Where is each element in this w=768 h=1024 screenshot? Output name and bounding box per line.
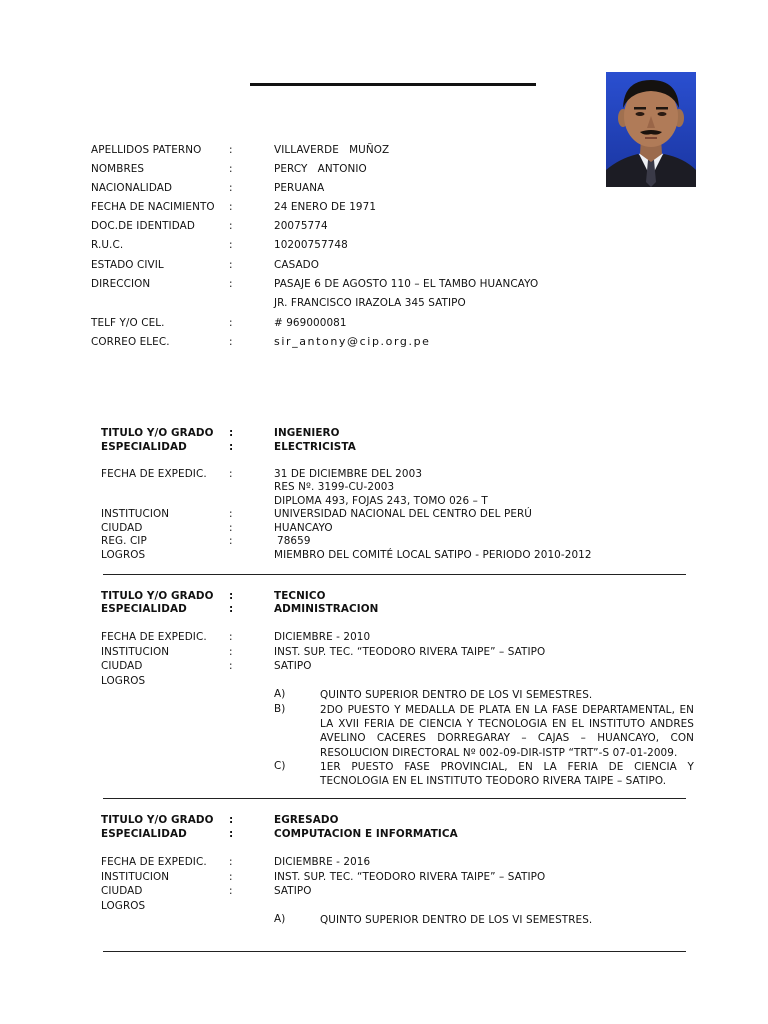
field-value: 20075774 <box>274 220 328 232</box>
colon: : <box>229 201 233 213</box>
colon: : <box>229 468 233 480</box>
colon: : <box>229 522 233 534</box>
especialidad-label: ESPECIALIDAD <box>101 603 187 615</box>
logros-label: LOGROS <box>101 549 146 561</box>
field-value: VILLAVERDE MUÑOZ <box>274 144 390 156</box>
colon: : <box>229 427 234 439</box>
colon: : <box>229 660 233 672</box>
colon: : <box>229 336 233 348</box>
ciudad-value: HUANCAYO <box>274 522 333 534</box>
colon: : <box>229 646 233 658</box>
field-label: FECHA DE NACIMIENTO <box>91 201 215 213</box>
colon: : <box>229 144 233 156</box>
colon: : <box>229 590 234 602</box>
titulo-value: EGRESADO <box>274 814 339 826</box>
titulo-value: INGENIERO <box>274 427 340 439</box>
colon: : <box>229 508 233 520</box>
colon: : <box>229 856 233 868</box>
especialidad-value: ADMINISTRACION <box>274 603 379 615</box>
field-value: PERUANA <box>274 182 325 194</box>
cip-label: REG. CIP <box>101 535 147 547</box>
titulo-value: TECNICO <box>274 590 326 602</box>
list-item-text: QUINTO SUPERIOR DENTRO DE LOS VI SEMESTRES. <box>320 689 593 701</box>
field-value: PERCY ANTONIO <box>274 163 367 175</box>
email-link[interactable]: sir_antony@cip.org.pe <box>274 335 431 348</box>
field-label: DIRECCION <box>91 278 151 290</box>
section-divider <box>103 574 686 575</box>
logros-value: MIEMBRO DEL COMITÉ LOCAL SATIPO - PERIODO 2010-2012 <box>274 549 592 561</box>
colon: : <box>229 259 233 271</box>
field-label: DOC.DE IDENTIDAD <box>91 220 195 232</box>
field-value: PASAJE 6 DE AGOSTO 110 – EL TAMBO HUANCAYO <box>274 278 539 290</box>
list-item-text: 1ER PUESTO FASE PROVINCIAL, EN LA FERIA DE CIENCIA Y TECNOLOGIA EN EL INSTITUTO TEODORO RIVERA TAIPE – SATIPO. <box>320 761 694 788</box>
list-item-text: QUINTO SUPERIOR DENTRO DE LOS VI SEMESTRES. <box>320 914 593 926</box>
field-value: 24 ENERO DE 1971 <box>274 201 377 213</box>
colon: : <box>229 278 233 290</box>
colon: : <box>229 871 233 883</box>
colon: : <box>229 163 233 175</box>
colon: : <box>229 885 233 897</box>
list-marker: A) <box>274 913 286 925</box>
colon: : <box>229 631 233 643</box>
field-label: NACIONALIDAD <box>91 182 173 194</box>
colon: : <box>229 828 234 840</box>
especialidad-value: COMPUTACION E INFORMATICA <box>274 828 458 840</box>
diploma-value: DIPLOMA 493, FOJAS 243, TOMO 026 – T <box>274 495 488 507</box>
logros-label: LOGROS <box>101 900 146 912</box>
field-label: APELLIDOS PATERNO <box>91 144 202 156</box>
ciudad-value: SATIPO <box>274 660 312 672</box>
especialidad-label: ESPECIALIDAD <box>101 441 187 453</box>
colon: : <box>229 441 234 453</box>
colon: : <box>229 220 233 232</box>
colon: : <box>229 814 234 826</box>
institucion-value: INST. SUP. TEC. “TEODORO RIVERA TAIPE” – SATIPO <box>274 646 546 658</box>
ciudad-label: CIUDAD <box>101 522 143 534</box>
institucion-label: INSTITUCION <box>101 871 170 883</box>
section-divider <box>103 798 686 799</box>
colon: : <box>229 317 233 329</box>
titulo-label: TITULO Y/O GRADO <box>101 590 214 602</box>
field-value: CASADO <box>274 259 320 271</box>
colon: : <box>229 535 233 547</box>
ciudad-value: SATIPO <box>274 885 312 897</box>
fecha-value: DICIEMBRE - 2010 <box>274 631 371 643</box>
titulo-label: TITULO Y/O GRADO <box>101 814 214 826</box>
cip-value: 78659 <box>277 535 311 547</box>
colon: : <box>229 239 233 251</box>
institucion-label: INSTITUCION <box>101 646 170 658</box>
titulo-label: TITULO Y/O GRADO <box>101 427 214 439</box>
profile-photo <box>606 72 696 187</box>
list-marker: A) <box>274 688 286 700</box>
section-divider <box>103 951 686 952</box>
field-value: JR. FRANCISCO IRAZOLA 345 SATIPO <box>274 297 466 309</box>
especialidad-value: ELECTRICISTA <box>274 441 356 453</box>
institucion-value: UNIVERSIDAD NACIONAL DEL CENTRO DEL PERÚ <box>274 508 533 520</box>
fecha-value: DICIEMBRE - 2016 <box>274 856 371 868</box>
fecha-label: FECHA DE EXPEDIC. <box>101 468 207 480</box>
field-label: CORREO ELEC. <box>91 336 170 348</box>
especialidad-label: ESPECIALIDAD <box>101 828 187 840</box>
field-label: NOMBRES <box>91 163 145 175</box>
list-marker: C) <box>274 760 286 772</box>
title-rule <box>250 83 536 86</box>
ciudad-label: CIUDAD <box>101 885 143 897</box>
field-label: ESTADO CIVIL <box>91 259 164 271</box>
institucion-label: INSTITUCION <box>101 508 170 520</box>
ciudad-label: CIUDAD <box>101 660 143 672</box>
fecha-label: FECHA DE EXPEDIC. <box>101 856 207 868</box>
field-label: R.U.C. <box>91 239 124 251</box>
logros-label: LOGROS <box>101 675 146 687</box>
field-value: # 969000081 <box>274 317 347 329</box>
list-marker: B) <box>274 703 286 715</box>
institucion-value: INST. SUP. TEC. “TEODORO RIVERA TAIPE” – SATIPO <box>274 871 546 883</box>
field-value: 10200757748 <box>274 239 348 251</box>
resolucion-value: RES Nº. 3199-CU-2003 <box>274 481 395 493</box>
colon: : <box>229 182 233 194</box>
fecha-label: FECHA DE EXPEDIC. <box>101 631 207 643</box>
field-label: TELF Y/O CEL. <box>91 317 165 329</box>
colon: : <box>229 603 234 615</box>
fecha-value: 31 DE DICIEMBRE DEL 2003 <box>274 468 423 480</box>
list-item-text: 2DO PUESTO Y MEDALLA DE PLATA EN LA FASE DEPARTAMENTAL, EN LA XVII FERIA DE CIENCIA Y TECNOLOGIA EN EL INSTITUTO ANDRES AVELINO CACERES DORREGARAY – CAJAS – HUANCAYO, CON RESOLUCION DIRECTORAL Nº 002-09-DIR-ISTP “TRT”-S 07-01-2009. <box>320 704 694 759</box>
